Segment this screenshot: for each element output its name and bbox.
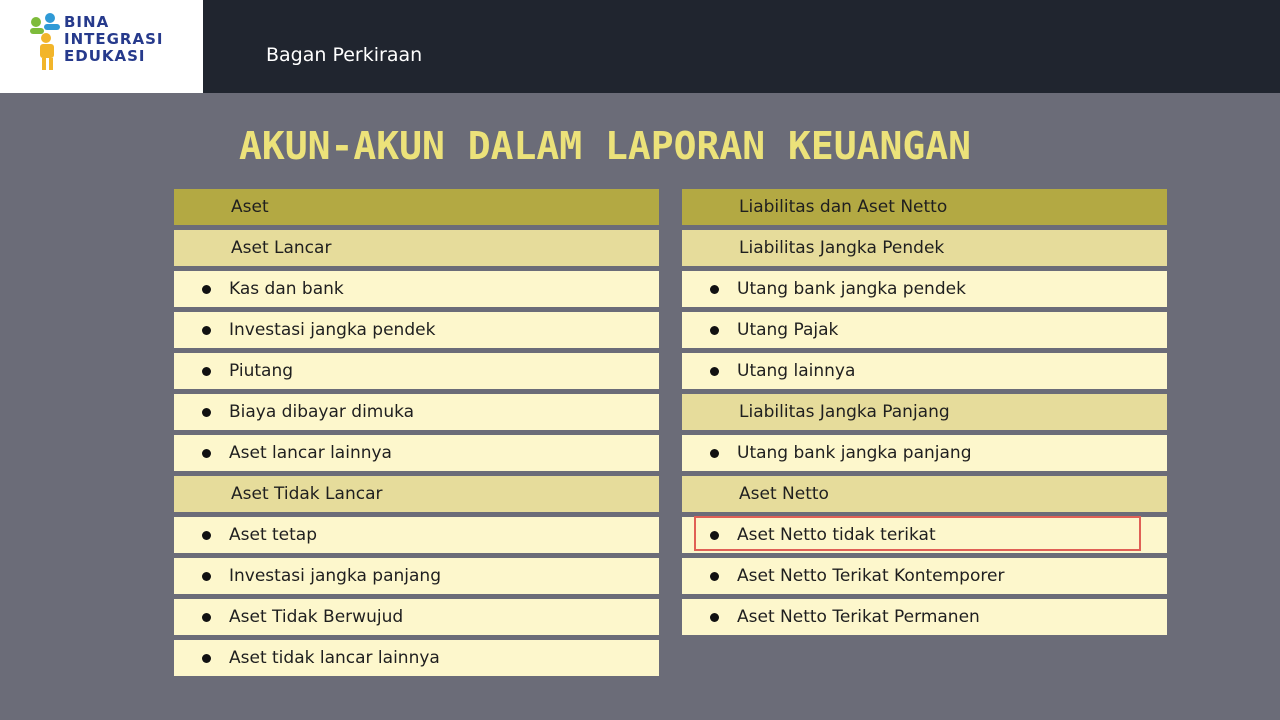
row-label: Aset Tidak Berwujud xyxy=(229,607,404,627)
row-label: Aset Netto Terikat Permanen xyxy=(737,607,980,627)
list-item xyxy=(174,394,659,430)
list-item xyxy=(174,599,659,635)
list-item xyxy=(682,517,1167,553)
logo-figures-icon xyxy=(28,10,68,72)
subsection-header xyxy=(682,476,1167,512)
liabilities-column xyxy=(682,189,1167,640)
bullet-icon xyxy=(710,285,719,294)
list-item xyxy=(682,353,1167,389)
bullet-icon xyxy=(202,326,211,335)
logo-line-2: INTEGRASI xyxy=(64,30,164,48)
logo-text xyxy=(64,14,163,65)
row-label: Aset Tidak Lancar xyxy=(231,484,383,504)
list-item xyxy=(174,640,659,676)
bullet-icon xyxy=(710,531,719,540)
row-label: Investasi jangka pendek xyxy=(229,320,436,340)
list-item xyxy=(682,435,1167,471)
row-label: Investasi jangka panjang xyxy=(229,566,441,586)
list-item xyxy=(682,271,1167,307)
bullet-icon xyxy=(202,408,211,417)
list-item xyxy=(682,599,1167,635)
subsection-header xyxy=(174,230,659,266)
row-label: Utang lainnya xyxy=(737,361,856,381)
row-label: Aset lancar lainnya xyxy=(229,443,392,463)
list-item xyxy=(682,312,1167,348)
header-title: Bagan Perkiraan xyxy=(266,44,423,66)
bullet-icon xyxy=(710,613,719,622)
bullet-icon xyxy=(710,326,719,335)
bullet-icon xyxy=(202,367,211,376)
row-label: Aset tetap xyxy=(229,525,318,545)
list-item xyxy=(682,558,1167,594)
bullet-icon xyxy=(202,285,211,294)
bullet-icon xyxy=(710,449,719,458)
row-label: Utang bank jangka panjang xyxy=(737,443,972,463)
bullet-icon xyxy=(710,572,719,581)
row-label: Piutang xyxy=(229,361,294,381)
row-label: Utang Pajak xyxy=(737,320,839,340)
logo-line-1: BINA xyxy=(64,13,110,31)
row-label: Aset Netto Terikat Kontemporer xyxy=(737,566,1005,586)
row-label: Kas dan bank xyxy=(229,279,344,299)
row-label: Biaya dibayar dimuka xyxy=(229,402,415,422)
list-item xyxy=(174,558,659,594)
row-label: Liabilitas Jangka Pendek xyxy=(739,238,945,258)
row-label: Liabilitas Jangka Panjang xyxy=(739,402,950,422)
section-header xyxy=(174,189,659,225)
row-label: Utang bank jangka pendek xyxy=(737,279,966,299)
bullet-icon xyxy=(710,367,719,376)
list-item xyxy=(174,517,659,553)
top-bar xyxy=(0,0,1280,93)
row-label: Aset Netto xyxy=(739,484,829,504)
row-label: Liabilitas dan Aset Netto xyxy=(739,197,948,217)
list-item xyxy=(174,271,659,307)
section-header xyxy=(682,189,1167,225)
row-label: Aset Netto tidak terikat xyxy=(737,525,936,545)
logo-line-3: EDUKASI xyxy=(64,47,146,65)
bullet-icon xyxy=(202,654,211,663)
list-item xyxy=(174,312,659,348)
row-label: Aset tidak lancar lainnya xyxy=(229,648,440,668)
row-label: Aset Lancar xyxy=(231,238,332,258)
bullet-icon xyxy=(202,531,211,540)
bullet-icon xyxy=(202,572,211,581)
assets-column xyxy=(174,189,659,681)
page-title: AKUN-AKUN DALAM LAPORAN KEUANGAN xyxy=(238,124,972,168)
row-label: Aset xyxy=(231,197,269,217)
list-item xyxy=(174,353,659,389)
list-item xyxy=(174,435,659,471)
logo xyxy=(0,0,203,93)
bullet-icon xyxy=(202,613,211,622)
subsection-header xyxy=(682,394,1167,430)
subsection-header xyxy=(174,476,659,512)
subsection-header xyxy=(682,230,1167,266)
bullet-icon xyxy=(202,449,211,458)
